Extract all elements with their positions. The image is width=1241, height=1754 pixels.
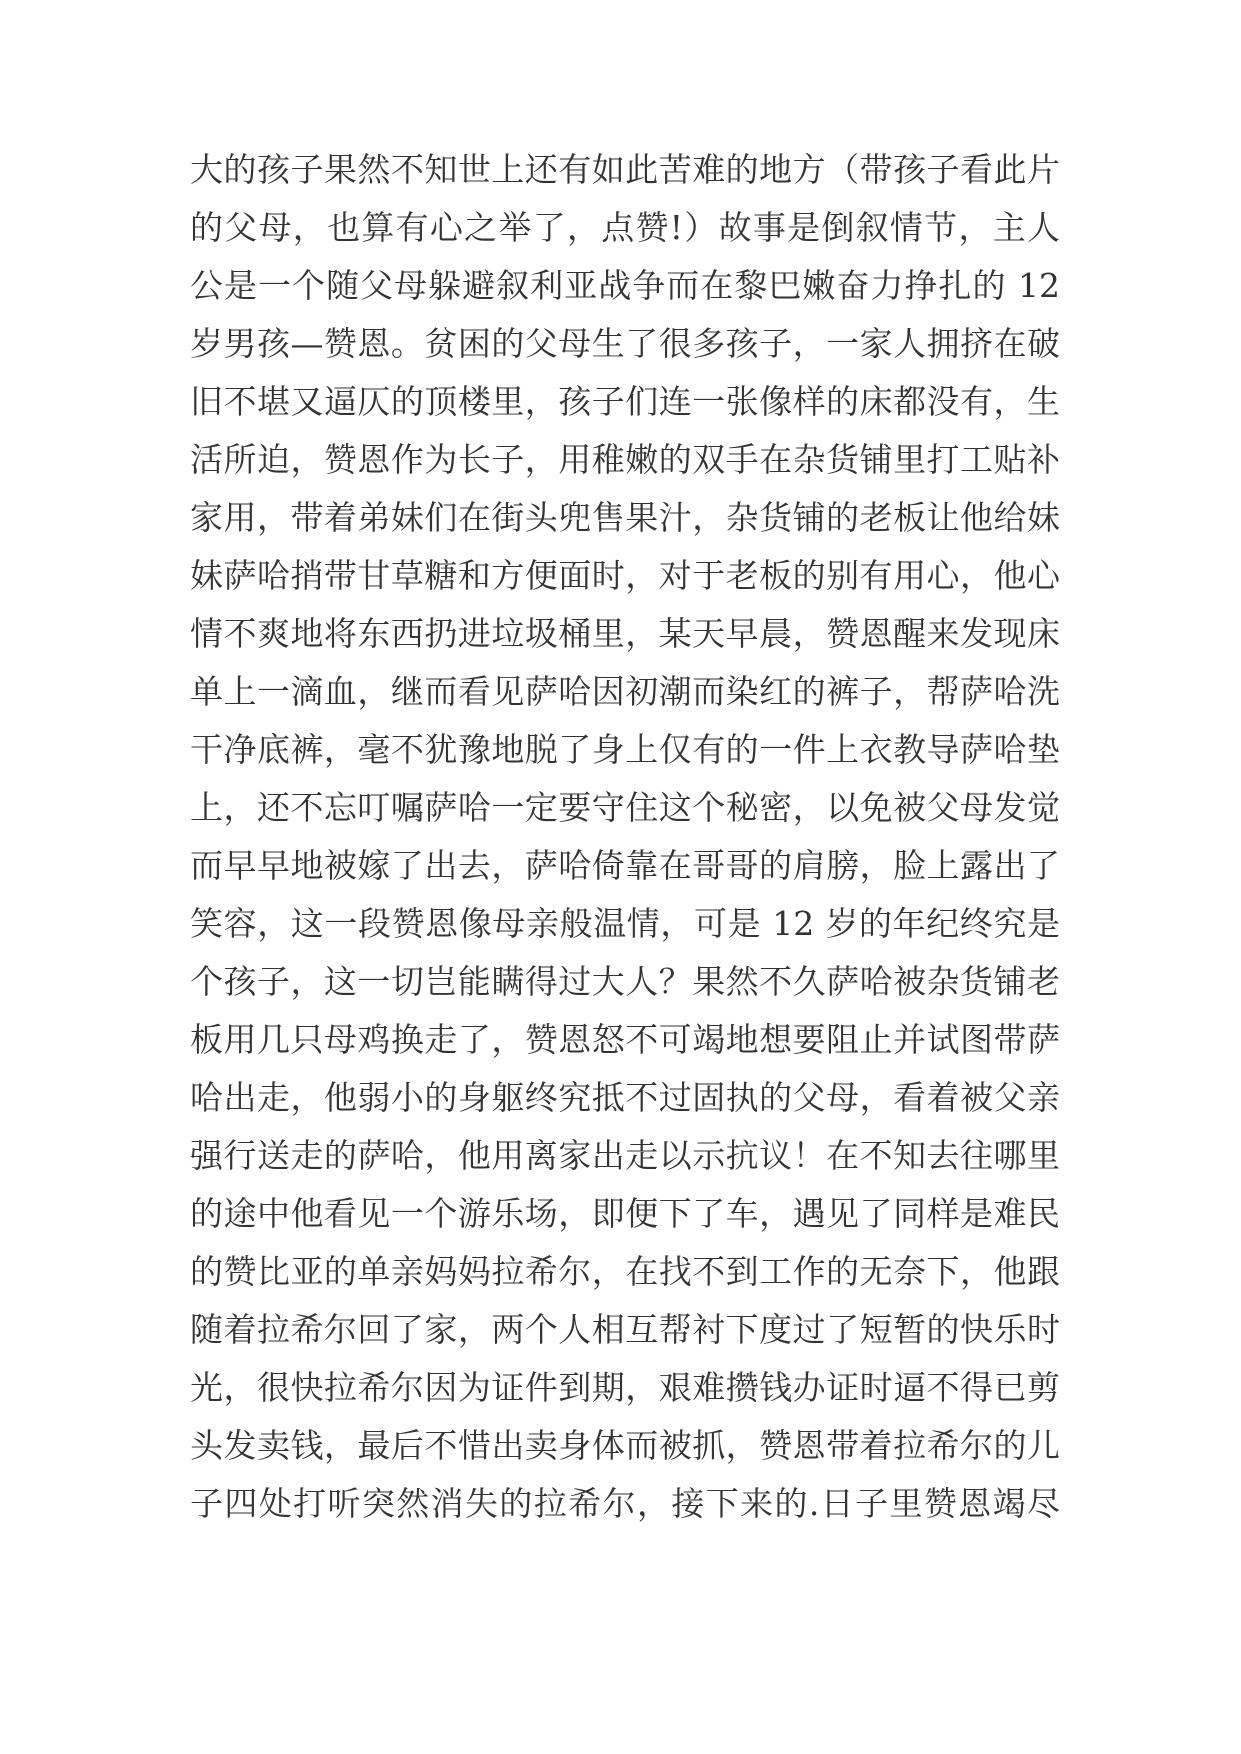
text-line: 笑容，这一段赞恩像母亲般温情，可是 12 岁的年纪终究是 bbox=[190, 904, 1060, 943]
text-line: 子四处打听突然消失的拉希尔，接下来的.日子里赞恩竭尽 bbox=[190, 1484, 1060, 1523]
text-line: 光，很快拉希尔因为证件到期，艰难攒钱办证时逼不得已剪 bbox=[190, 1368, 1060, 1407]
text-line: 头发卖钱，最后不惜出卖身体而被抓，赞恩带着拉希尔的儿 bbox=[190, 1426, 1060, 1465]
text-line: 干净底裤，毫不犹豫地脱了身上仅有的一件上衣教导萨哈垫 bbox=[190, 730, 1060, 769]
text-line: 板用几只母鸡换走了，赞恩怒不可竭地想要阻止并试图带萨 bbox=[190, 1020, 1060, 1059]
text-line: 旧不堪又逼仄的顶楼里，孩子们连一张像样的床都没有，生 bbox=[190, 382, 1060, 421]
text-line: 岁男孩—赞恩。贫困的父母生了很多孩子，一家人拥挤在破 bbox=[190, 324, 1060, 363]
text-line: 单上一滴血，继而看见萨哈因初潮而染红的裤子，帮萨哈洗 bbox=[190, 672, 1060, 711]
text-line: 的途中他看见一个游乐场，即便下了车，遇见了同样是难民 bbox=[190, 1194, 1060, 1233]
text-line: 上，还不忘叮嘱萨哈一定要守住这个秘密，以免被父母发觉 bbox=[190, 788, 1060, 827]
text-line: 大的孩子果然不知世上还有如此苦难的地方（带孩子看此片 bbox=[190, 150, 1060, 189]
text-line: 而早早地被嫁了出去，萨哈倚靠在哥哥的肩膀，脸上露出了 bbox=[190, 846, 1060, 885]
text-line: 随着拉希尔回了家，两个人相互帮衬下度过了短暂的快乐时 bbox=[190, 1310, 1060, 1349]
text-line: 的父母，也算有心之举了，点赞!）故事是倒叙情节，主人 bbox=[190, 208, 1060, 247]
text-line: 妹萨哈捎带甘草糖和方便面时，对于老板的别有用心，他心 bbox=[190, 556, 1060, 595]
text-line: 个孩子，这一切岂能瞒得过大人？果然不久萨哈被杂货铺老 bbox=[190, 962, 1060, 1001]
text-line: 哈出走，他弱小的身躯终究抵不过固执的父母，看着被父亲 bbox=[190, 1078, 1060, 1117]
text-line: 的赞比亚的单亲妈妈拉希尔，在找不到工作的无奈下，他跟 bbox=[190, 1252, 1060, 1291]
text-line: 活所迫，赞恩作为长子，用稚嫩的双手在杂货铺里打工贴补 bbox=[190, 440, 1060, 479]
text-line: 情不爽地将东西扔进垃圾桶里，某天早晨，赞恩醒来发现床 bbox=[190, 614, 1060, 653]
text-line: 强行送走的萨哈，他用离家出走以示抗议！在不知去往哪里 bbox=[190, 1136, 1060, 1175]
text-line: 公是一个随父母躲避叙利亚战争而在黎巴嫩奋力挣扎的 12 bbox=[190, 266, 1060, 305]
text-line: 家用，带着弟妹们在街头兜售果汁，杂货铺的老板让他给妹 bbox=[190, 498, 1060, 537]
